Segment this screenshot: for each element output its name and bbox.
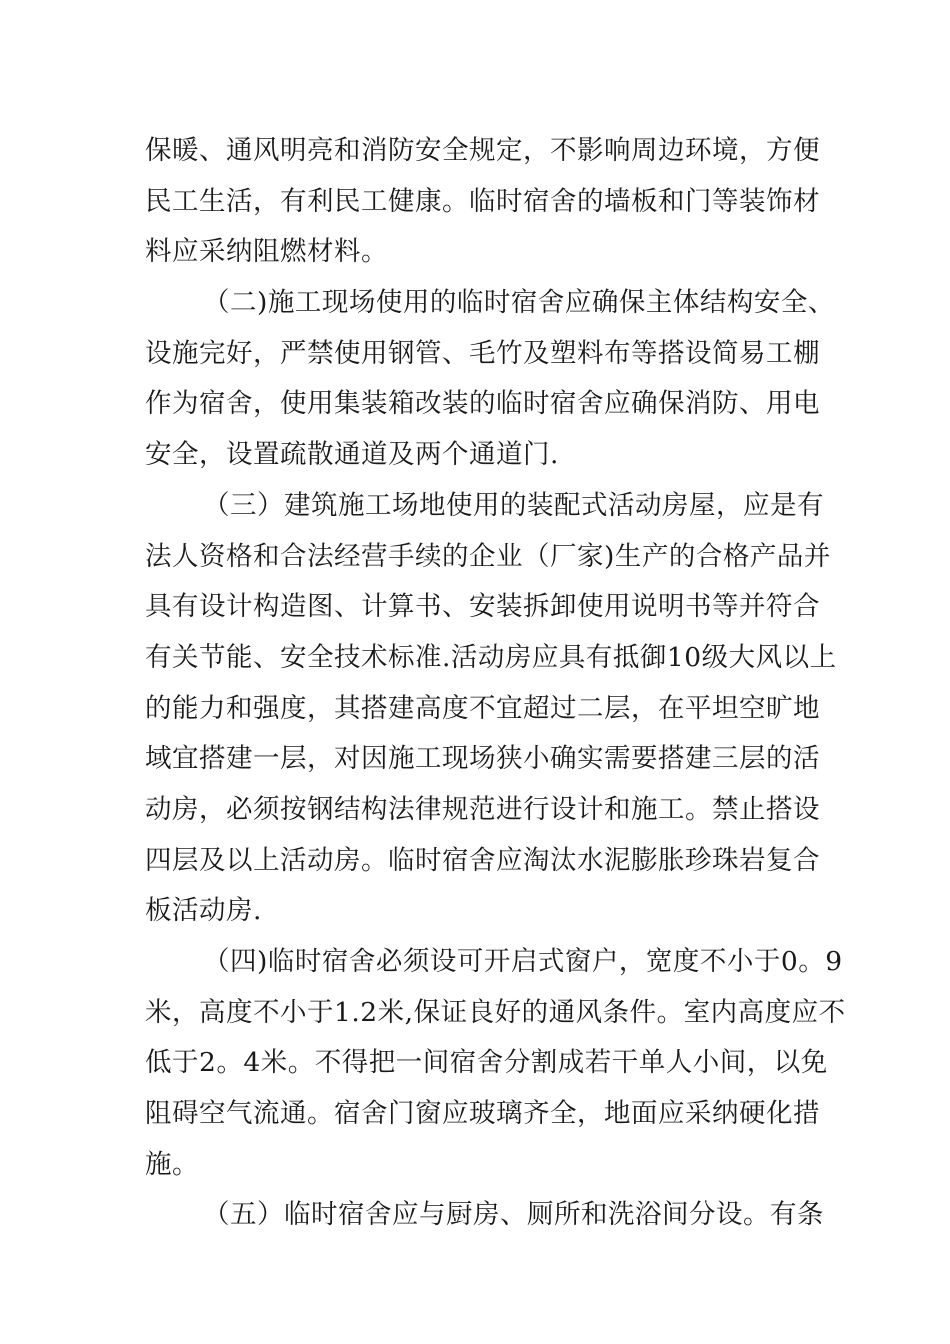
paragraph-line: 米，高度不小于1.2米,保证良好的通风条件。室内高度应不 — [145, 996, 846, 1028]
paragraph-line: 施。 — [145, 1148, 199, 1180]
paragraph-line: 阻碍空气流通。宿舍门窗应玻璃齐全，地面应采纳硬化措 — [145, 1098, 820, 1130]
paragraph-line: 低于2。4米。不得把一间宿舍分割成若干单人小间，以免 — [145, 1047, 828, 1079]
paragraph-line: 有关节能、安全技术标准.活动房应具有抵御10级大风以上 — [145, 641, 837, 673]
paragraph-line: 设施完好，严禁使用钢管、毛竹及塑料布等搭设简易工棚 — [145, 337, 820, 369]
paragraph-line: （五）临时宿舍应与厨房、厕所和洗浴间分设。有条 — [203, 1199, 824, 1231]
paragraph-line: 四层及以上活动房。临时宿舍应淘汰水泥膨胀珍珠岩复合 — [145, 844, 820, 876]
paragraph-line: 料应采纳阻燃材料。 — [145, 236, 388, 268]
document-body — [145, 126, 846, 1241]
paragraph-line: （二)施工现场使用的临时宿舍应确保主体结构安全、 — [203, 287, 835, 319]
paragraph-line: 安全，设置疏散通道及两个通道门. — [145, 439, 559, 471]
paragraph-line: 域宜搭建一层，对因施工现场狭小确实需要搭建三层的活 — [145, 743, 820, 775]
paragraph-line: 保暖、通风明亮和消防安全规定，不影响周边环境，方便 — [145, 135, 820, 166]
paragraph-line: 动房，必须按钢结构法律规范进行设计和施工。禁止搭设 — [145, 793, 820, 825]
paragraph-line: 具有设计构造图、计算书、安装拆卸使用说明书等并符合 — [145, 591, 820, 623]
paragraph-line: （四)临时宿舍必须设可开启式窗户，宽度不小于0。9 — [203, 946, 843, 977]
paragraph-line: （三）建筑施工场地使用的装配式活动房屋，应是有 — [203, 489, 824, 521]
paragraph-line: 板活动房. — [145, 895, 262, 927]
paragraph-line: 法人资格和合法经营手续的企业（厂家)生产的合格产品并 — [145, 540, 831, 572]
paragraph-line: 的能力和强度，其搭建高度不宜超过二层，在平坦空旷地 — [145, 692, 820, 724]
paragraph-line: 作为宿舍，使用集装箱改装的临时宿舍应确保消防、用电 — [145, 388, 820, 420]
paragraph-line: 民工生活，有利民工健康。临时宿舍的墙板和门等装饰材 — [145, 185, 820, 217]
